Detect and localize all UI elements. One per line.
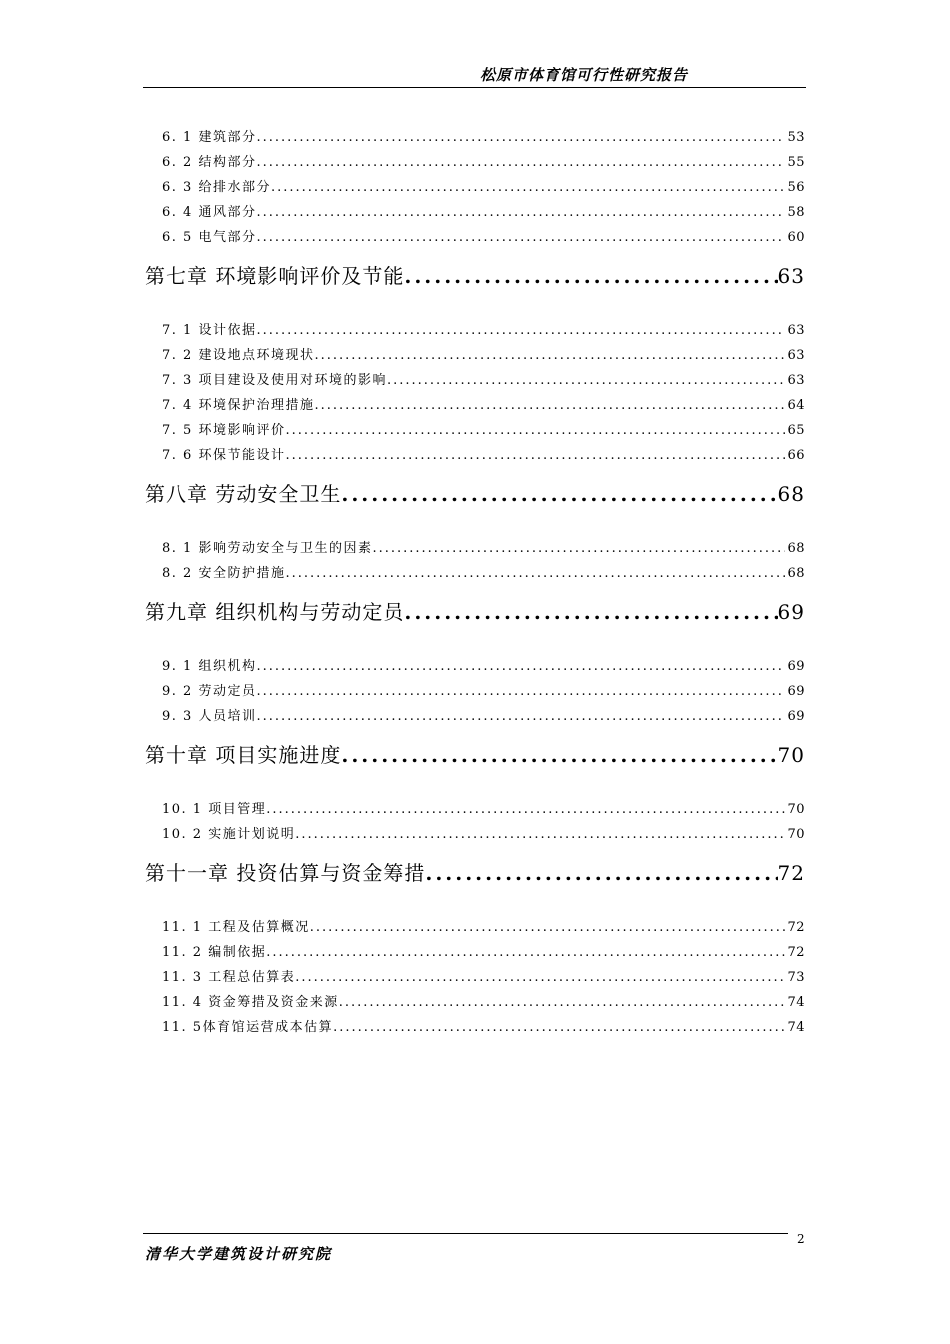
toc-leader-dots [256, 150, 785, 175]
toc-entry-label: 11. 3 工程总估算表 [145, 965, 295, 990]
toc-entry-label: 11. 1 工程及估算概况 [145, 915, 310, 940]
toc-entry-page: 63 [785, 368, 805, 393]
toc-section-entry[interactable] [145, 965, 805, 990]
toc-leader-dots [404, 590, 777, 634]
toc-chapter-entry[interactable] [145, 472, 805, 516]
toc-section-entry[interactable] [145, 393, 805, 418]
toc-section-entry[interactable] [145, 990, 805, 1015]
toc-leader-dots [310, 915, 786, 940]
toc-entry-page: 69 [785, 654, 805, 679]
toc-section-entry[interactable] [145, 940, 805, 965]
toc-entry-label: 第九章 组织机构与劳动定员 [145, 590, 404, 634]
page-number: 2 [797, 1232, 805, 1246]
toc-entry-page: 63 [778, 254, 805, 298]
toc-entry-label: 11. 2 编制依据 [145, 940, 266, 965]
toc-leader-dots [256, 200, 785, 225]
toc-chapter-entry[interactable] [145, 590, 805, 634]
toc-entry-label: 第十一章 投资估算与资金筹措 [145, 851, 425, 895]
toc-section-entry[interactable] [145, 150, 805, 175]
toc-leader-dots [314, 343, 785, 368]
toc-entry-label: 9. 2 劳动定员 [145, 679, 256, 704]
toc-entry-page: 68 [785, 536, 805, 561]
toc-entry-page: 74 [785, 990, 805, 1015]
toc-section-entry[interactable] [145, 679, 805, 704]
toc-entry-label: 7. 6 环保节能设计 [145, 443, 285, 468]
toc-entry-page: 64 [785, 393, 805, 418]
toc-leader-dots [295, 965, 785, 990]
toc-entry-page: 56 [785, 175, 805, 200]
toc-entry-page: 55 [785, 150, 805, 175]
toc-entry-page: 66 [785, 443, 805, 468]
toc-entry-label: 10. 2 实施计划说明 [145, 822, 295, 847]
toc-leader-dots [256, 704, 785, 729]
toc-entry-page: 60 [785, 225, 805, 250]
toc-entry-label: 7. 5 环境影响评价 [145, 418, 285, 443]
header-title: 松原市体育馆可行性研究报告 [479, 66, 688, 84]
toc-entry-page: 69 [785, 679, 805, 704]
toc-entry-label: 8. 2 安全防护措施 [145, 561, 285, 586]
toc-section-entry[interactable] [145, 200, 805, 225]
toc-leader-dots [256, 654, 785, 679]
toc-leader-dots [285, 443, 785, 468]
toc-entry-label: 11. 4 资金筹措及资金来源 [145, 990, 339, 1015]
toc-section-entry[interactable] [145, 125, 805, 150]
toc-section-entry[interactable] [145, 443, 805, 468]
toc-entry-label: 7. 1 设计依据 [145, 318, 256, 343]
toc-section-entry[interactable] [145, 704, 805, 729]
toc-entry-page: 74 [785, 1015, 805, 1040]
toc-entry-label: 6. 1 建筑部分 [145, 125, 256, 150]
toc-section-entry[interactable] [145, 822, 805, 847]
toc-chapter-entry[interactable] [145, 851, 805, 895]
toc-entry-page: 72 [785, 940, 805, 965]
table-of-contents [145, 125, 805, 1040]
toc-leader-dots [256, 679, 785, 704]
header-rule [143, 87, 806, 88]
toc-leader-dots [387, 368, 786, 393]
toc-leader-dots [341, 733, 777, 777]
toc-section-entry[interactable] [145, 225, 805, 250]
toc-entry-page: 70 [785, 822, 805, 847]
toc-section-entry[interactable] [145, 175, 805, 200]
toc-entry-label: 10. 1 项目管理 [145, 797, 266, 822]
toc-entry-label: 6. 4 通风部分 [145, 200, 256, 225]
toc-entry-page: 69 [778, 590, 805, 634]
toc-leader-dots [285, 418, 785, 443]
toc-chapter-entry[interactable] [145, 254, 805, 298]
toc-entry-page: 58 [785, 200, 805, 225]
toc-leader-dots [404, 254, 777, 298]
toc-entry-label: 第七章 环境影响评价及节能 [145, 254, 404, 298]
toc-entry-label: 第十章 项目实施进度 [145, 733, 341, 777]
toc-section-entry[interactable] [145, 797, 805, 822]
toc-entry-page: 70 [785, 797, 805, 822]
toc-entry-page: 73 [785, 965, 805, 990]
toc-section-entry[interactable] [145, 343, 805, 368]
footer-rule [143, 1233, 788, 1234]
toc-entry-page: 68 [778, 472, 805, 516]
toc-entry-label: 9. 1 组织机构 [145, 654, 256, 679]
toc-entry-label: 7. 2 建设地点环境现状 [145, 343, 314, 368]
toc-section-entry[interactable] [145, 561, 805, 586]
toc-section-entry[interactable] [145, 418, 805, 443]
toc-leader-dots [295, 822, 785, 847]
toc-entry-page: 72 [785, 915, 805, 940]
toc-entry-label: 6. 2 结构部分 [145, 150, 256, 175]
toc-leader-dots [256, 318, 785, 343]
toc-section-entry[interactable] [145, 318, 805, 343]
toc-leader-dots [314, 393, 785, 418]
toc-leader-dots [285, 561, 785, 586]
toc-leader-dots [256, 125, 785, 150]
toc-entry-page: 69 [785, 704, 805, 729]
toc-entry-label: 6. 5 电气部分 [145, 225, 256, 250]
toc-section-entry[interactable] [145, 915, 805, 940]
toc-entry-label: 11. 5体育馆运营成本估算 [145, 1015, 333, 1040]
toc-section-entry[interactable] [145, 368, 805, 393]
toc-entry-page: 72 [778, 851, 805, 895]
toc-entry-page: 53 [785, 125, 805, 150]
toc-entry-page: 63 [785, 318, 805, 343]
toc-leader-dots [271, 175, 786, 200]
toc-section-entry[interactable] [145, 1015, 805, 1040]
toc-entry-page: 65 [785, 418, 805, 443]
toc-entry-page: 70 [778, 733, 805, 777]
toc-leader-dots [341, 472, 777, 516]
toc-entry-label: 7. 3 项目建设及使用对环境的影响 [145, 368, 387, 393]
toc-leader-dots [333, 1015, 785, 1040]
toc-entry-page: 68 [785, 561, 805, 586]
toc-leader-dots [425, 851, 777, 895]
toc-leader-dots [266, 940, 785, 965]
toc-entry-label: 7. 4 环境保护治理措施 [145, 393, 314, 418]
toc-leader-dots [339, 990, 786, 1015]
toc-section-entry[interactable] [145, 536, 805, 561]
toc-entry-label: 9. 3 人员培训 [145, 704, 256, 729]
toc-entry-page: 63 [785, 343, 805, 368]
toc-section-entry[interactable] [145, 654, 805, 679]
toc-leader-dots [372, 536, 785, 561]
footer-organization: 清华大学建筑设计研究院 [145, 1245, 333, 1263]
toc-entry-label: 第八章 劳动安全卫生 [145, 472, 341, 516]
toc-chapter-entry[interactable] [145, 733, 805, 777]
toc-entry-label: 8. 1 影响劳动安全与卫生的因素 [145, 536, 372, 561]
toc-leader-dots [266, 797, 785, 822]
toc-leader-dots [256, 225, 785, 250]
toc-entry-label: 6. 3 给排水部分 [145, 175, 271, 200]
